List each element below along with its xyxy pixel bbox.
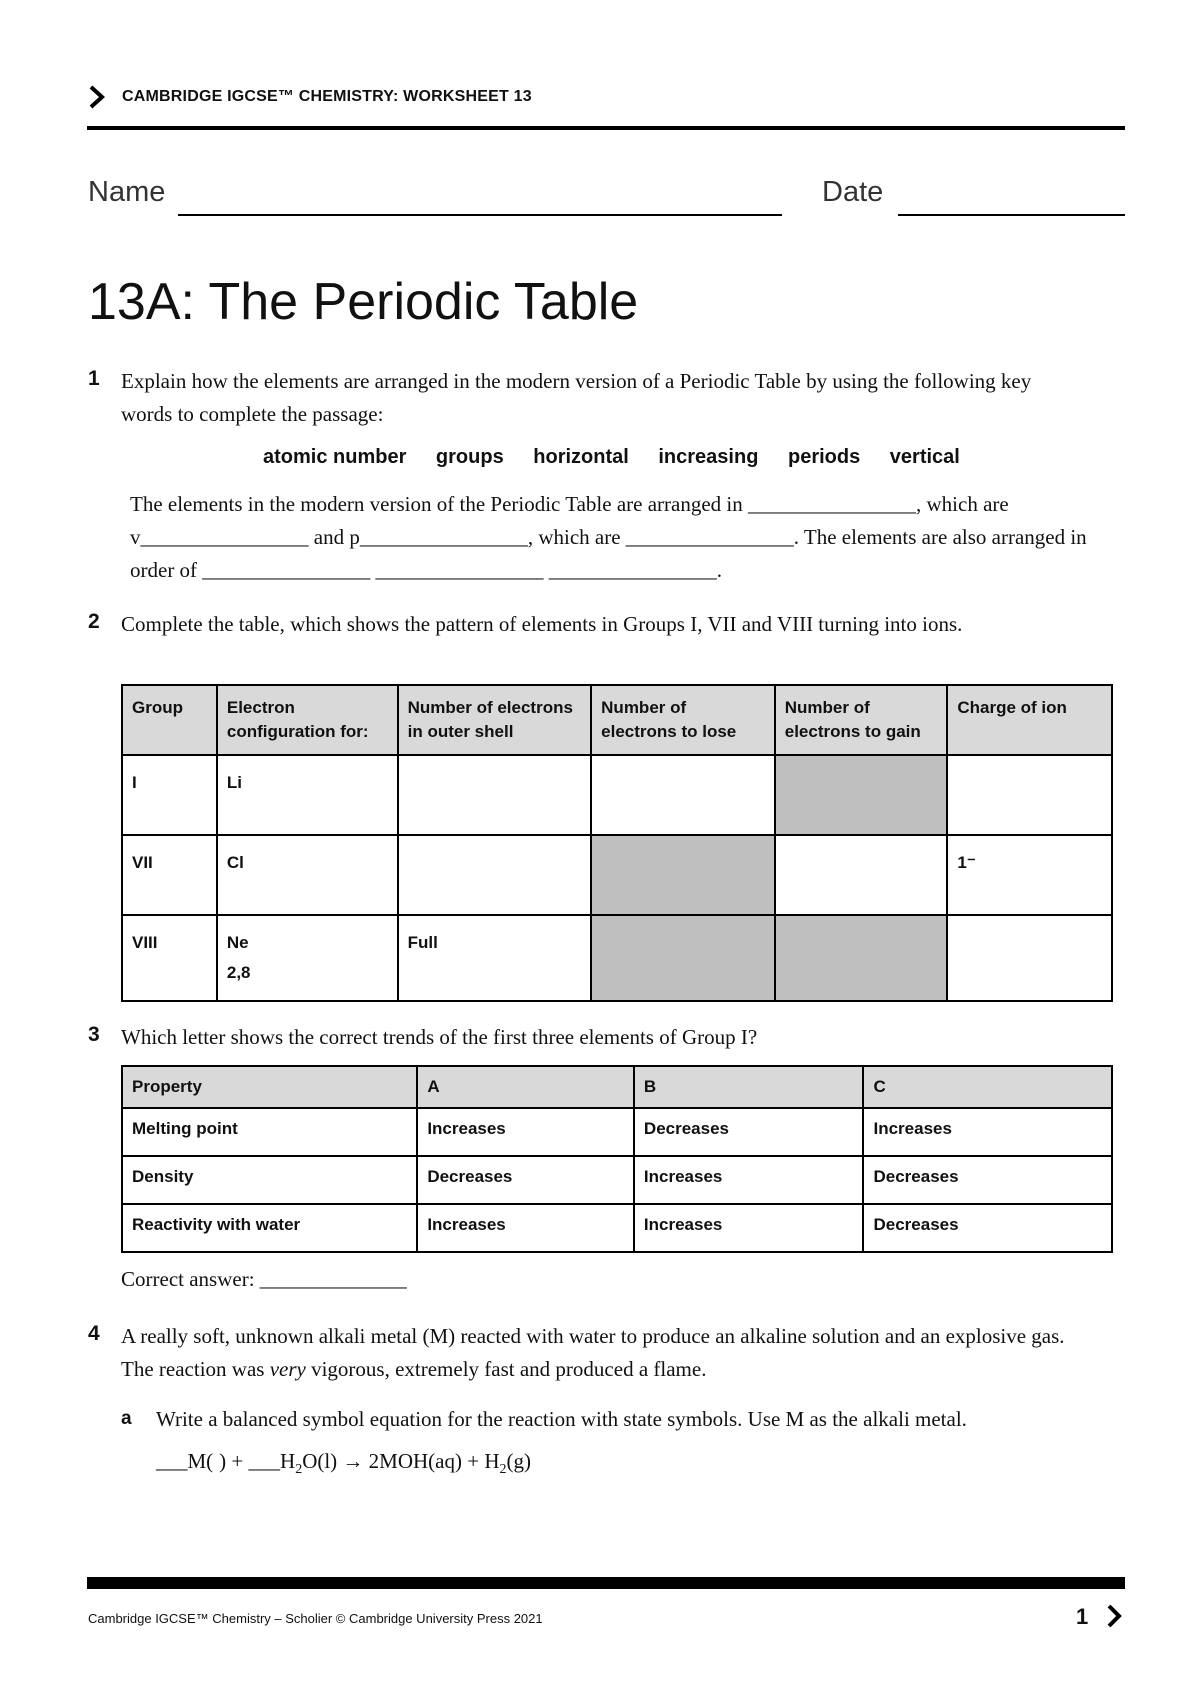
column-header: Number of electrons in outer shell bbox=[398, 685, 592, 755]
column-header: Number of electrons to lose bbox=[591, 685, 775, 755]
date-field[interactable] bbox=[898, 214, 1125, 216]
group-trends-table bbox=[121, 1065, 1113, 1253]
shaded-cell bbox=[775, 915, 948, 1001]
ion-pattern-table bbox=[121, 684, 1113, 1002]
group-cell: VIII bbox=[122, 915, 217, 1001]
table-row bbox=[122, 755, 1112, 835]
column-header: A bbox=[417, 1066, 634, 1108]
table-row bbox=[122, 915, 1112, 1001]
trend-cell: Decreases bbox=[863, 1156, 1112, 1204]
question-2-text: Complete the table, which shows the pattern of elements in Groups I, VII and VIII turning into ions. bbox=[121, 612, 963, 636]
question-3-text: Which letter shows the correct trends of the first three elements of Group I? bbox=[121, 1025, 758, 1049]
outer-shell-cell: Full bbox=[398, 915, 592, 1001]
chevron-right-icon bbox=[86, 84, 108, 110]
table-row bbox=[122, 1108, 1112, 1156]
table-row bbox=[122, 835, 1112, 915]
page-number: 1 bbox=[1076, 1604, 1089, 1629]
property-cell: Reactivity with water bbox=[122, 1204, 417, 1252]
table-row bbox=[122, 1156, 1112, 1204]
trend-cell: Decreases bbox=[634, 1108, 864, 1156]
equation-blank[interactable]: ___ bbox=[243, 1449, 281, 1473]
question-4-number: 4 bbox=[88, 1322, 100, 1345]
config-value: 2,8 bbox=[226, 963, 251, 982]
answer-cell[interactable] bbox=[947, 915, 1112, 1001]
chevron-right-icon bbox=[1105, 1603, 1123, 1629]
answer-cell[interactable] bbox=[398, 835, 592, 915]
question-1-text: Explain how the elements are arranged in the modern version of a Periodic Table by using the following key words to complete the passage: bbox=[121, 369, 1032, 426]
keyword: increasing bbox=[658, 446, 759, 468]
keyword: groups bbox=[435, 446, 504, 468]
keyword: atomic number bbox=[263, 446, 407, 468]
name-label: Name bbox=[88, 176, 166, 208]
trend-cell: Increases bbox=[634, 1156, 864, 1204]
keyword: periods bbox=[787, 446, 861, 468]
equation-part: H bbox=[280, 1449, 296, 1473]
trend-cell: Increases bbox=[417, 1204, 634, 1252]
equation-part: O(l) → 2MOH(aq) + H bbox=[302, 1449, 500, 1473]
group-cell: VII bbox=[122, 835, 217, 915]
shaded-cell bbox=[591, 835, 775, 915]
column-header: C bbox=[863, 1066, 1112, 1108]
answer-cell[interactable] bbox=[775, 835, 948, 915]
answer-cell[interactable] bbox=[398, 755, 592, 835]
column-header: Electron configuration for: bbox=[217, 685, 398, 755]
column-header: Charge of ion bbox=[947, 685, 1112, 755]
equation-subscript: 2 bbox=[499, 1462, 507, 1478]
equation-subscript: 2 bbox=[295, 1462, 303, 1478]
trend-cell: Decreases bbox=[863, 1204, 1112, 1252]
part-a-label: a bbox=[121, 1408, 132, 1429]
header-divider bbox=[87, 126, 1125, 130]
trend-cell: Increases bbox=[863, 1108, 1112, 1156]
group-cell: I bbox=[122, 755, 217, 835]
equation-part: M( bbox=[187, 1449, 214, 1473]
question-4-text-end: vigorous, extremely fast and produced a flame. bbox=[305, 1357, 707, 1381]
cloze-passage[interactable]: The elements in the modern version of the Periodic Table are arranged in ________________, which are v________________ and p________________, which are ________________. The elements are also arranged in order of ________________ ________________ ________________. bbox=[130, 492, 1087, 582]
column-header: Number of electrons to gain bbox=[775, 685, 948, 755]
page-title: 13A: The Periodic Table bbox=[88, 273, 639, 331]
keyword: vertical bbox=[889, 446, 960, 468]
shaded-cell bbox=[591, 915, 775, 1001]
emphasis-word: very bbox=[269, 1357, 306, 1381]
date-label: Date bbox=[822, 176, 884, 208]
trend-cell: Increases bbox=[417, 1108, 634, 1156]
question-4-text bbox=[121, 1320, 1071, 1386]
table-header-row bbox=[122, 1066, 1112, 1108]
table-row bbox=[122, 1204, 1112, 1252]
column-header: Property bbox=[122, 1066, 417, 1108]
equation-part: (g) bbox=[506, 1449, 531, 1473]
config-cell: Li bbox=[217, 755, 398, 835]
question-1-number: 1 bbox=[88, 367, 100, 390]
correct-answer-field[interactable]: Correct answer: ______________ bbox=[121, 1267, 407, 1291]
answer-cell[interactable] bbox=[947, 755, 1112, 835]
question-4-text-start: A really soft, unknown alkali metal (M) reacted with water to produce an alkaline solution and an explosive gas. The reaction was bbox=[121, 1324, 1065, 1381]
question-2-number: 2 bbox=[88, 610, 100, 633]
answer-cell[interactable] bbox=[591, 755, 775, 835]
worksheet-header-title: CAMBRIDGE IGCSE™ CHEMISTRY: WORKSHEET 13 bbox=[122, 88, 532, 105]
keyword-list bbox=[263, 446, 984, 469]
column-header: Group bbox=[122, 685, 217, 755]
equation-blank[interactable]: ___ bbox=[156, 1449, 188, 1473]
table-header-row bbox=[122, 685, 1112, 755]
trend-cell: Increases bbox=[634, 1204, 864, 1252]
config-cell bbox=[217, 915, 398, 1001]
column-header: B bbox=[634, 1066, 864, 1108]
question-3-number: 3 bbox=[88, 1023, 100, 1046]
keyword: horizontal bbox=[533, 446, 629, 468]
charge-cell: 1⁻ bbox=[947, 835, 1112, 915]
config-cell: Cl bbox=[217, 835, 398, 915]
balanced-equation[interactable] bbox=[156, 1445, 756, 1486]
shaded-cell bbox=[775, 755, 948, 835]
equation-part: ) + bbox=[219, 1449, 244, 1473]
property-cell: Density bbox=[122, 1156, 417, 1204]
footer-divider bbox=[87, 1577, 1125, 1589]
footer-copyright: Cambridge IGCSE™ Chemistry – Scholier © Cambridge University Press 2021 bbox=[88, 1611, 543, 1626]
name-field[interactable] bbox=[178, 214, 782, 216]
trend-cell: Decreases bbox=[417, 1156, 634, 1204]
config-symbol: Ne bbox=[226, 933, 249, 952]
part-a-text: Write a balanced symbol equation for the reaction with state symbols. Use M as the alkali metal. bbox=[156, 1407, 967, 1431]
property-cell: Melting point bbox=[122, 1108, 417, 1156]
